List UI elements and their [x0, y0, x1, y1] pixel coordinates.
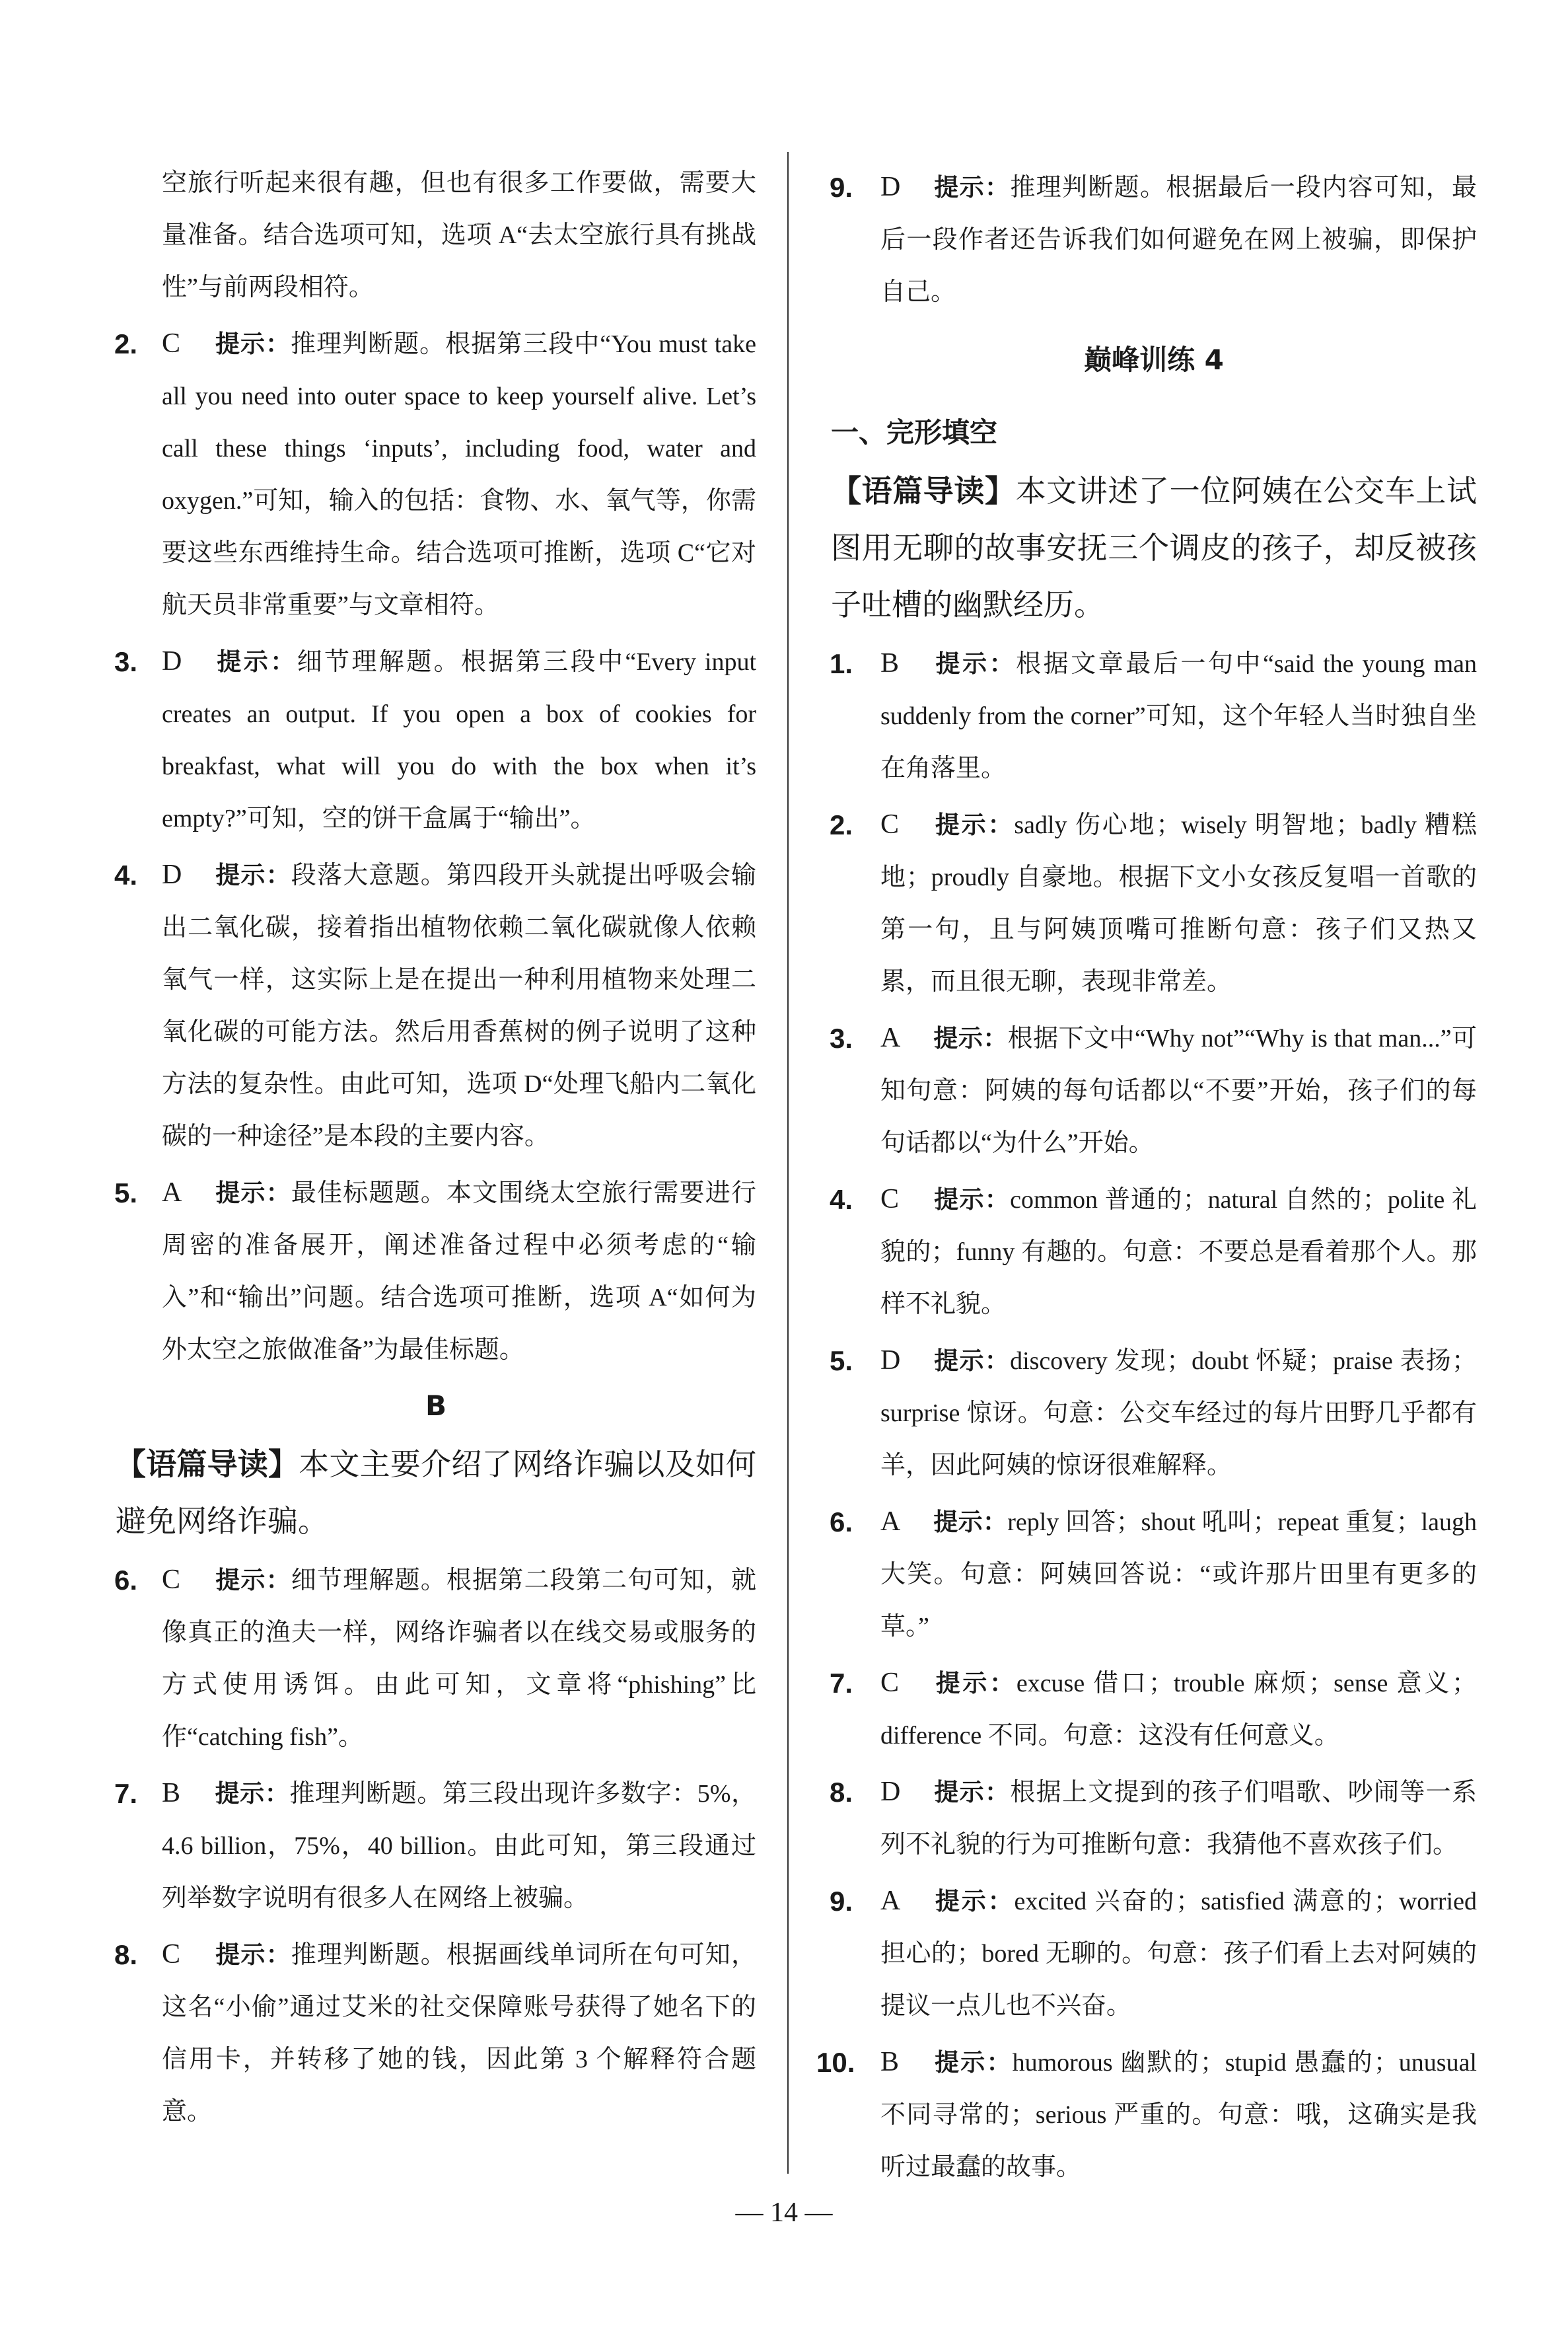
item-explanation: 段落大意题。第四段开头就提出呼吸会输出二氧化碳，接着指出植物依赖二氧化碳就像人依赖氧气一样，这实际上是在提出一种利用植物来处理二氧化碳的可能方法。然后用香蕉树的例子说明了这种方法的复杂性。由此可知，选项 D“处理飞船内二氧化碳的一种途径”是本段的主要内容。 — [162, 862, 756, 1150]
item-explanation: 细节理解题。根据第二段第二句可知，就像真正的渔夫一样，网络诈骗者以在线交易或服务的方式使用诱饵。由此可知，文章将“phishing”比作“catching fish”。 — [162, 1567, 756, 1751]
item-number: 7. — [114, 1778, 138, 1809]
item-explanation: common 普通的；natural 自然的；polite 礼貌的；funny 有趣的。句意：不要总是看着那个人。那样不礼貌。 — [880, 1186, 1478, 1318]
intro-text: 本文讲述了一位阿姨在公交车上试图用无聊的故事安抚三个调皮的孩子，却反被孩子吐槽的幽默经历。 — [831, 474, 1478, 622]
item-number: 4. — [830, 1184, 853, 1215]
item-number: 3. — [830, 1023, 853, 1054]
item-number: 8. — [830, 1777, 853, 1808]
intro-b-text: 本文主要介绍了网络诈骗以及如何避免网络诈骗。 — [116, 1448, 757, 1538]
item-answer: A — [880, 1886, 901, 1916]
hint-label: 提示： — [933, 811, 1015, 839]
hint-label: 提示： — [933, 1778, 1011, 1806]
cloze-items — [816, 638, 1478, 2194]
item-9-container — [831, 161, 1477, 318]
item-answer: D — [880, 172, 901, 202]
item-answer: B — [880, 648, 900, 679]
item-explanation: excited 兴奋的；satisfied 满意的；worried 担心的；bored 无聊的。句意：孩子们看上去对阿姨的提议一点儿也不兴奋。 — [880, 1888, 1478, 2020]
item-answer: A — [162, 1177, 182, 1208]
item-answer: C — [162, 1939, 181, 1970]
intro-tag: 【语篇导读】 — [831, 473, 1016, 509]
hint-label: 提示： — [933, 1024, 1008, 1052]
item-explanation: 推理判断题。根据最后一段内容可知，最后一段作者还告诉我们如何避免在网上被骗，即保护自己。 — [880, 174, 1477, 306]
item-number: 1. — [830, 648, 853, 679]
item-explanation: 细节理解题。根据第三段中“Every input creates an output. If you open a box of cookies for breakfast, what will you do with the box when it’s empty?”可知，空的饼干盒属于“输出”。 — [162, 648, 757, 832]
hint-label: 提示： — [215, 647, 297, 676]
hint-label: 提示： — [215, 1179, 291, 1207]
page-number: — 14 — — [735, 2197, 833, 2228]
hint-label: 提示： — [933, 1508, 1008, 1536]
column-divider — [787, 152, 789, 2174]
answer-item — [831, 161, 1477, 318]
item-answer: D — [880, 1345, 901, 1376]
item-explanation: reply 回答；shout 吼叫；repeat 重复；laugh 大笑。句意：阿姨回答说：“或许那片田里有更多的草。” — [880, 1508, 1477, 1641]
item-answer: C — [880, 809, 900, 840]
item-number: 9. — [830, 1886, 853, 1917]
answer-item — [831, 1496, 1477, 1653]
item-explanation: sadly 伤心地；wisely 明智地；badly 糟糕地；proudly 自豪地。根据下文小女孩反复唱一首歌的第一句，且与阿姨顶嘴可推断句意：孩子们又热又累，而且很无聊，表现非常差。 — [880, 811, 1477, 996]
section-b-heading: B — [425, 1389, 446, 1422]
hint-label: 提示： — [933, 1185, 1011, 1214]
item-explanation: 最佳标题题。本文围绕太空旅行需要进行周密的准备展开，阐述准备过程中必须考虑的“输入”和“输出”问题。结合选项可推断，选项 A“如何为外太空之旅做准备”为最佳标题。 — [162, 1179, 756, 1364]
item-number: 9. — [830, 172, 853, 203]
answer-item — [116, 636, 756, 845]
item-answer: D — [162, 860, 182, 890]
answer-item — [116, 849, 756, 1163]
items-b — [116, 1554, 756, 2138]
hint-label: 提示： — [933, 1887, 1015, 1915]
answer-item — [116, 1929, 756, 2138]
hint-label: 提示： — [215, 1779, 290, 1808]
answer-item — [831, 1766, 1477, 1871]
answer-item — [831, 1012, 1477, 1169]
hint-label: 提示： — [215, 861, 291, 889]
hint-label: 提示： — [933, 1669, 1016, 1697]
answer-item — [831, 638, 1477, 795]
continuation-text: 空旅行听起来很有趣，但也有很多工作要做，需要大量准备。结合选项可知，选项 A“去太空旅行具有挑战性”与前两段相符。 — [162, 169, 756, 301]
item-explanation: 推理判断题。第三段出现许多数字：5%，4.6 billion，75%，40 billion。由此可知，第三段通过列举数字说明有很多人在网络上被骗。 — [162, 1780, 757, 1912]
item-answer: C — [162, 328, 181, 359]
item-answer: D — [880, 1777, 901, 1807]
item-answer: C — [880, 1184, 900, 1214]
item-number: 2. — [830, 809, 853, 840]
item-number: 7. — [830, 1668, 853, 1699]
answer-item — [816, 2036, 1477, 2194]
item-explanation: humorous 幽默的；stupid 愚蠢的；unusual 不同寻常的；serious 严重的。句意：哦，这确实是我听过最蠢的故事。 — [880, 2049, 1477, 2181]
hint-label: 提示： — [933, 1347, 1011, 1375]
intro-b — [116, 1436, 756, 1550]
item-answer: D — [162, 646, 182, 677]
items-a — [116, 318, 756, 1376]
item-number: 8. — [114, 1939, 138, 1970]
item-number: 4. — [114, 860, 138, 891]
part-title: 一、完形填空 — [831, 416, 998, 449]
answer-item — [831, 1875, 1477, 2032]
item-explanation: discovery 发现；doubt 怀疑；praise 表扬；surprise 惊讶。句意：公交车经过的每片田野几乎都有羊，因此阿姨的惊讶很难解释。 — [880, 1347, 1478, 1479]
hint-label: 提示： — [933, 2048, 1013, 2077]
item-explanation: 根据下文中“Why not”“Why is that man...”可知句意：阿姨的每句话都以“不要”开始，孩子们的每句话都以“为什么”开始。 — [880, 1025, 1477, 1157]
intro-tag: 【语篇导读】 — [116, 1446, 299, 1482]
answer-item — [116, 1167, 756, 1376]
item-number: 6. — [830, 1506, 853, 1537]
item-number: 2. — [114, 328, 138, 359]
hint-label: 提示： — [933, 173, 1011, 202]
item-answer: A — [880, 1506, 901, 1537]
item-explanation: 根据文章最后一句中“said the young man suddenly from the corner”可知，这个年轻人当时独自坐在角落里。 — [880, 650, 1477, 782]
answer-item — [831, 1335, 1477, 1492]
section-title: 巅峰训练 4 — [1084, 344, 1224, 376]
item-answer: C — [162, 1565, 181, 1595]
item-number: 5. — [830, 1345, 853, 1376]
hint-label: 提示： — [215, 330, 291, 358]
item-explanation: 推理判断题。根据画线单词所在句可知，这名“小偷”通过艾米的社交保障账号获得了她名下的信用卡，并转移了她的钱，因此第 3 个解释符合题意。 — [162, 1941, 756, 2125]
item-answer: B — [880, 2047, 900, 2077]
item-explanation: 根据上文提到的孩子们唱歌、吵闹等一系列不礼貌的行为可推断句意：我猜他不喜欢孩子们。 — [880, 1779, 1477, 1859]
answer-item — [831, 1657, 1477, 1762]
item-explanation: excuse 借口；trouble 麻烦；sense 意义；difference 不同。句意：这没有任何意义。 — [880, 1670, 1477, 1750]
answer-item — [116, 1767, 756, 1925]
item-answer: B — [162, 1778, 181, 1808]
item-number: 3. — [114, 646, 138, 677]
item-explanation: 推理判断题。根据第三段中“You must take all you need into outer space to keep yourself alive. Let’s call these things ‘inputs’, including food, water and oxygen.”可知，输入的包括：食物、水、氧气等，你需要这些东西维持生命。结合选项可推断，选项 C“它对航天员非常重要”与文章相符。 — [162, 330, 757, 619]
hint-label: 提示： — [215, 1566, 291, 1594]
answer-item — [116, 318, 756, 632]
right-column — [816, 157, 1478, 2194]
item-number: 6. — [114, 1565, 138, 1596]
intro — [831, 462, 1477, 634]
answer-item — [831, 799, 1477, 1008]
item-number: 5. — [114, 1177, 138, 1208]
item-number: 10. — [816, 2047, 855, 2078]
answer-item — [831, 1173, 1477, 1331]
item-answer: A — [880, 1023, 901, 1053]
left-column — [116, 157, 756, 2138]
answer-item — [116, 1554, 756, 1763]
hint-label: 提示： — [933, 649, 1016, 678]
hint-label: 提示： — [215, 1940, 291, 1969]
item-answer: C — [880, 1668, 900, 1698]
